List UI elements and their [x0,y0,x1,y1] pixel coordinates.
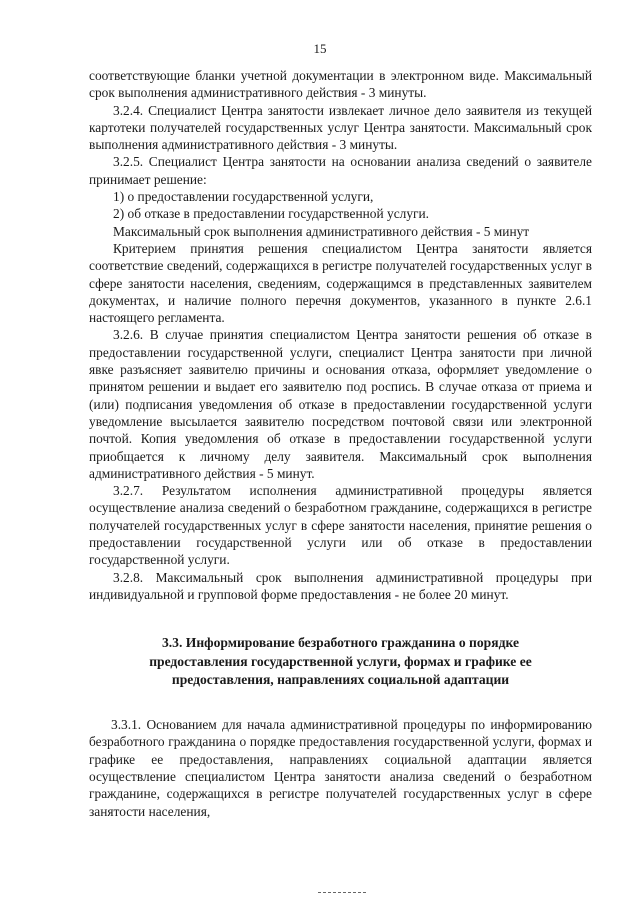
paragraph-3-2-8: 3.2.8. Максимальный срок выполнения административной процедуры при индивидуальной и групповой форме предоставления - не более 20 минут. [89,569,592,602]
list-item-grant: 1) о предоставлении государственной услуги, [113,189,374,205]
paragraph-3-2-5: 3.2.5. Специалист Центра занятости на основании анализа сведений о заявителе принимает решение: [89,154,592,187]
paragraph-3-2-4: 3.2.4. Специалист Центра занятости извлекает личное дело заявителя из текущей картотеки получателей государственных услуг Центра занятости. Максимальный срок выполнения административного действия - 3 минуты. [89,102,592,153]
list-item-refusal: 2) об отказе в предоставлении государственной услуги. [113,206,430,222]
section-heading-3-3: 3.3. Информирование безработного гражданина о порядке предоставления государственной услуги, формах и графике ее предоставления, направлениях социальной адаптации [149,635,532,687]
paragraph-3-2-7: 3.2.7. Результатом исполнения административной процедуры является осуществление анализа сведений о безработном гражданине, содержащихся в регистре получателей государственных услуг в сфере занятости населения, принятие решения о предоставлении государственной услуги или об отказе в предоставлении государственной услуги. [89,483,592,568]
footer-mark [318,892,366,894]
paragraph-max-time: Максимальный срок выполнения административного действия - 5 минут [113,223,530,239]
page-number: 15 [313,41,327,56]
document-body [89,67,592,820]
paragraph-3-3-1: 3.3.1. Основанием для начала административной процедуры по информированию безработного гражданина о порядке предоставления государственной услуги, формах и графике ее предоставления, направлениях социальной адаптации является осуществление специалистом Центра занятости анализа сведений о безработном гражданине, содержащихся в регистре получателей государственных услуг в сфере занятости населения, [89,717,592,819]
paragraph-continuation: соответствующие бланки учетной документации в электронном виде. Максимальный срок выполнения административного действия - 3 минуты. [89,68,592,101]
paragraph-3-2-6: 3.2.6. В случае принятия специалистом Центра занятости решения об отказе в предоставлении государственной услуги, специалист Центра занятости при личной явке разъясняет заявителю причины и основания отказа, оформляет уведомление о принятом решении и выдает его заявителю под роспись. В случае отказа от приема и (или) подписания уведомления об отказе в предоставлении государственной услуги уведомление высылается заявителю посредством почтовой связи или электронной почтой. Копия уведомления об отказе в предоставлении государственной услуги приобщается к личному делу заявителя. Максимальный срок выполнения административного действия - 5 минут. [89,327,592,481]
paragraph-decision-criterion: Критерием принятия решения специалистом Центра занятости является соответствие сведений, содержащихся в регистре получателей государственных услуг в сфере занятости населения, сведениям, содержащимся в представленных заявителем документах, и наличие полного перечня документов, указанного в пункте 2.6.1 настоящего регламента. [89,240,592,326]
